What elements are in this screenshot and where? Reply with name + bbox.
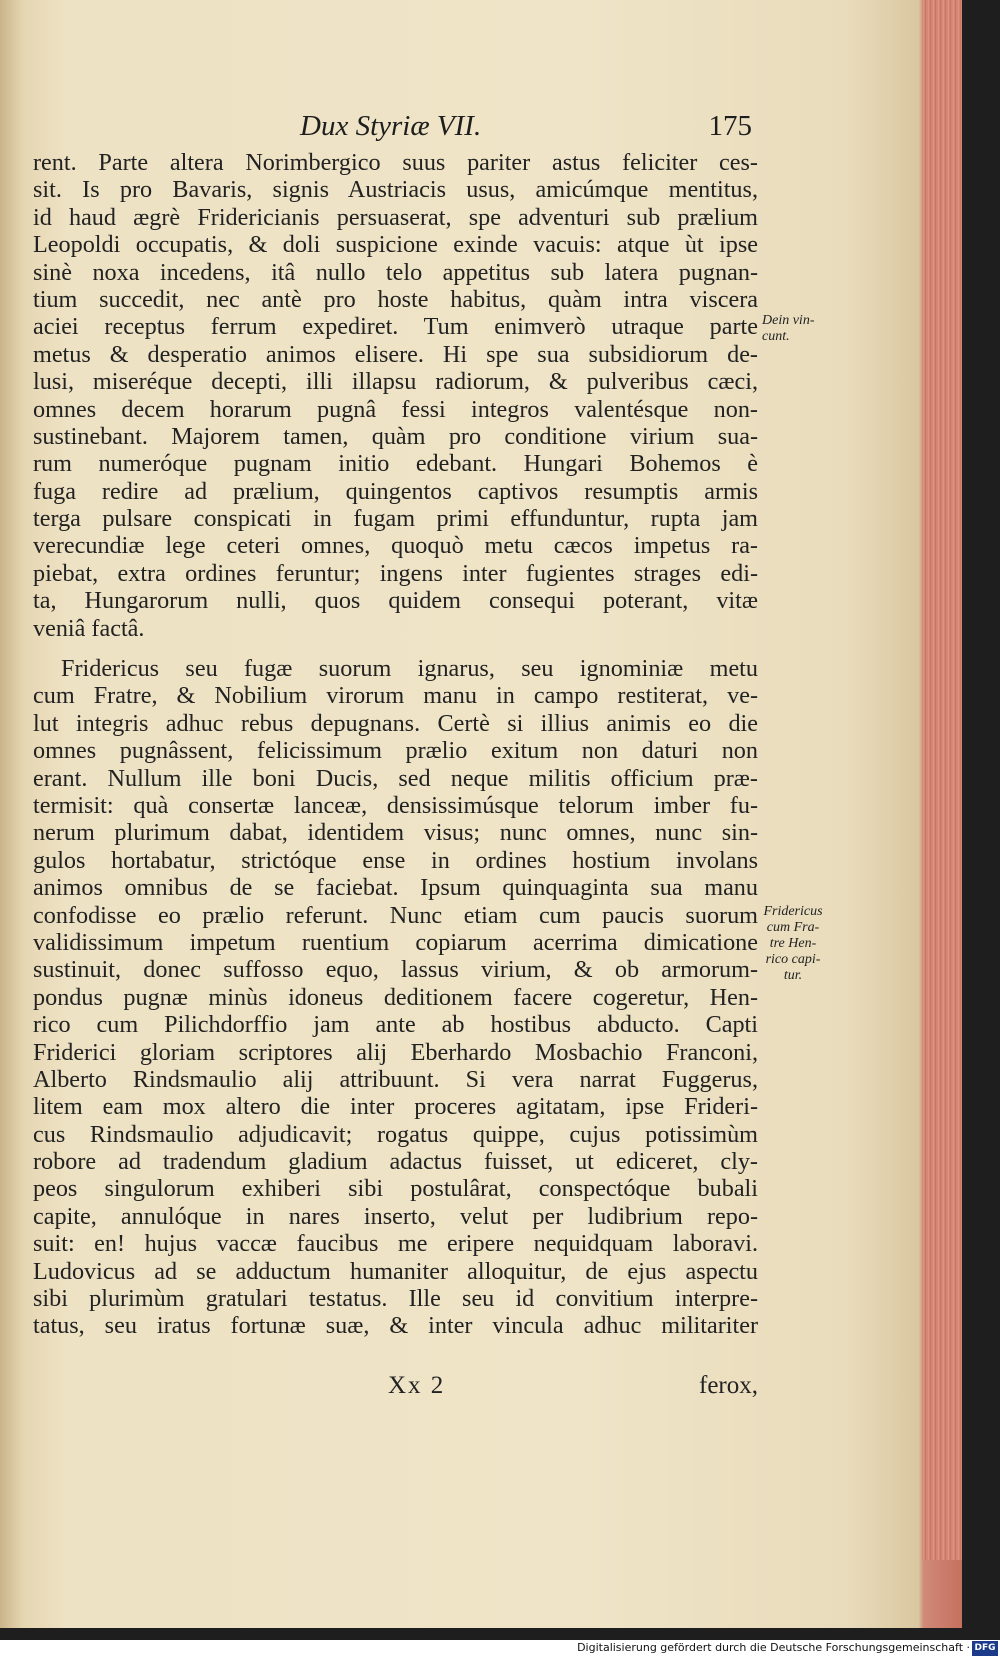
text-line: cus Rindsmaulio adjudicavit; rogatus quippe, cujus potissimùm (33, 1120, 758, 1148)
text-line: lut integris adhuc rebus depugnans. Certè si illius animis eo die (33, 709, 758, 737)
text-line: id haud ægrè Fridericianis persuaserat, spe adventuri sub prælium (33, 203, 758, 231)
text-line: pondus pugnæ minùs idoneus deditionem facere cogeretur, Hen- (33, 983, 758, 1011)
text-line: tatus, seu iratus fortunæ suæ, & inter vincula adhuc militariter (33, 1312, 758, 1340)
text-line: sustinebant. Majorem tamen, quàm pro conditione virium sua- (33, 422, 758, 450)
margin-note-fridericus-capitur: Fridericus cum Fra- tre Hen- rico capi- tur. (763, 904, 823, 983)
text-line: sibi plurimùm gratulari testatus. Ille seu id convitium interpre- (33, 1285, 758, 1313)
text-line: rico cum Pilichdorffio jam ante ab hostibus abducto. Capti (33, 1011, 758, 1039)
running-title: Dux Styriæ VII. (300, 110, 482, 142)
text-line: cum Fratre, & Nobilium virorum manu in campo restiterat, ve- (33, 682, 758, 710)
text-line: litem eam mox altero die inter proceres agitatam, ipse Frideri- (33, 1093, 758, 1121)
paragraph (33, 149, 758, 642)
digitization-footer (0, 1640, 1000, 1658)
text-line: metus & desperatio animos elisere. Hi spe sua subsidiorum de- (33, 340, 758, 368)
text-line: fuga redire ad prælium, quingentos captivos resumptis armis (33, 477, 758, 505)
text-line: Leopoldi occupatis, & doli suspicione exinde vacuis: atque ùt ipse (33, 231, 758, 259)
text-line: sinè noxa incedens, itâ nullo telo appetitus sub latera pugnan- (33, 258, 758, 286)
text-line: verecundiæ lege ceteri omnes, quoquò metu cæcos impetus ra- (33, 532, 758, 560)
body-text (33, 149, 758, 1340)
text-line: Alberto Rindsmaulio alij attribuunt. Si vera narrat Fuggerus, (33, 1065, 758, 1093)
text-line: validissimum impetum ruentium copiarum acerrima dimicatione (33, 928, 758, 956)
text-line: suit: en! hujus vaccæ faucibus me eripere nequidquam laboravi. (33, 1230, 758, 1258)
text-line: tium succedit, nec antè pro hoste habitus, quàm intra viscera (33, 285, 758, 313)
text-line: terga pulsare conspicati in fugam primi effunduntur, rupta jam (33, 505, 758, 533)
text-line: Fridericus seu fugæ suorum ignarus, seu ignominiæ metu (61, 655, 758, 683)
dfg-logo: DFG (972, 1641, 998, 1656)
text-line: omnes decem horarum pugnâ fessi integros valentésque non- (33, 395, 758, 423)
text-line: robore ad tradendum gladium adactus fuisset, ut ediceret, cly- (33, 1148, 758, 1176)
catchword: ferox, (699, 1372, 758, 1399)
text-line: peos singulorum exhiberi sibi postulârat, conspectóque bubali (33, 1175, 758, 1203)
footer-credit: Digitalisierung gefördert durch die Deutsche Forschungsgemeinschaft · (577, 1641, 970, 1654)
text-line: rent. Parte altera Norimbergico suus pariter astus feliciter ces- (33, 149, 758, 176)
text-line: rum numeróque pugnam initio edebant. Hungari Bohemos è (33, 450, 758, 478)
text-line: Friderici gloriam scriptores alij Eberhardo Mosbachio Franconi, (33, 1038, 758, 1066)
text-line: ta, Hungarorum nulli, quos quidem consequi poterant, vitæ (33, 587, 758, 615)
margin-note-dein-vincunt: Dein vin- cunt. (762, 313, 815, 344)
text-line: sustinuit, donec suffosso equo, lassus virium, & ob armorum- (33, 956, 758, 984)
text-line: capite, annulóque in nares inserto, velut per ludibrium repo- (33, 1202, 758, 1230)
text-line: sit. Is pro Bavaris, signis Austriacis usus, amicúmque mentitus, (33, 176, 758, 204)
text-line: animos omnibus de se faciebat. Ipsum quinquaginta sua manu (33, 874, 758, 902)
text-line: veniâ factâ. (33, 614, 145, 642)
text-line: Ludovicus ad se adductum humaniter alloquitur, de ejus aspectu (33, 1257, 758, 1285)
text-line: confodisse eo prælio referunt. Nunc etiam cum paucis suorum (33, 901, 758, 929)
text-line: gulos hortabatur, strictóque ense in ordines hostium involans (33, 846, 758, 874)
text-line: erant. Nullum ille boni Ducis, sed neque militis officium præ- (33, 764, 758, 792)
page-edge-red (922, 0, 962, 1560)
text-line: piebat, extra ordines feruntur; ingens inter fugientes strages edi- (33, 559, 758, 587)
text-line: aciei receptus ferrum expediret. Tum enimverò utraque parte (33, 313, 758, 341)
signature-mark: Xx 2 (388, 1372, 446, 1399)
text-line: nerum plurimum dabat, identidem visus; nunc omnes, nunc sin- (33, 819, 758, 847)
paragraph-gap (33, 642, 758, 655)
text-line: termisit: quà consertæ lanceæ, densissimúsque telorum imber fu- (33, 791, 758, 819)
text-line: lusi, miseréque decepti, illi illapsu radiorum, & pulveribus cæci, (33, 368, 758, 396)
signature-line (33, 1372, 758, 1402)
paragraph (33, 655, 758, 1340)
page-number: 175 (708, 110, 752, 142)
text-line: omnes pugnâssent, felicissimum prælio exitum non daturi non (33, 737, 758, 765)
running-head (30, 108, 752, 148)
